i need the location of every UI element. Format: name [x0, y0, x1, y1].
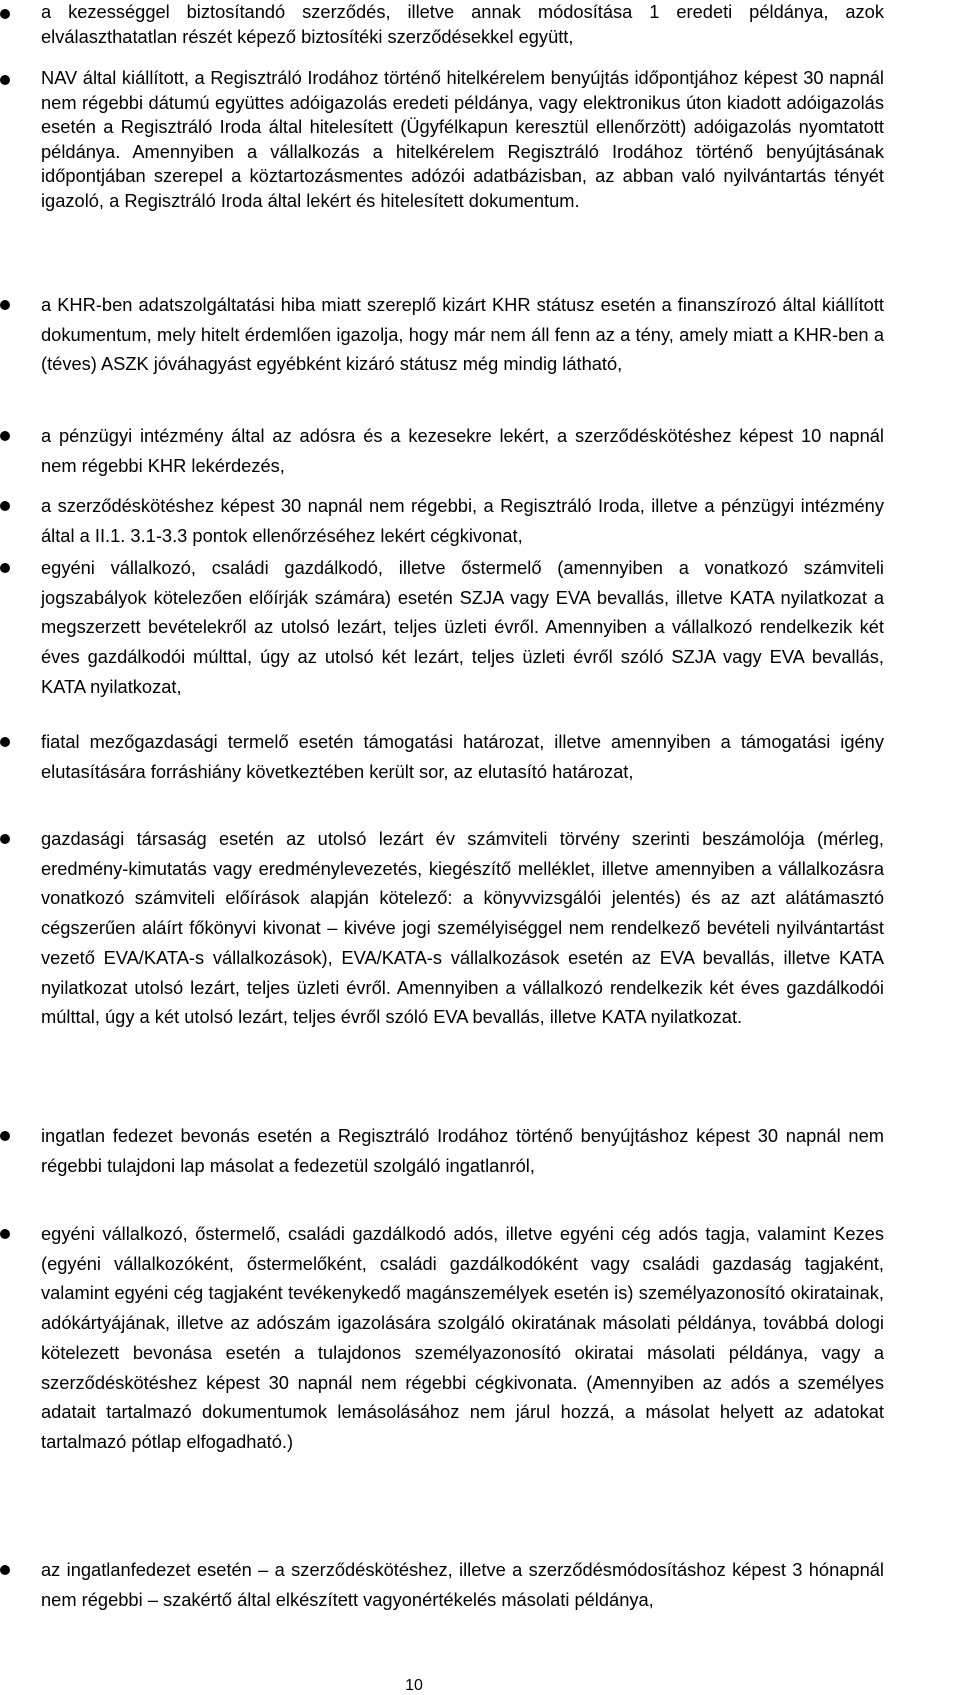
list-item-text: a pénzügyi intézmény által az adósra és a kezesekre lekért, a szerződéskötéshez képest 10 napnál nem régebbi KHR lekérdezés,: [41, 425, 884, 476]
list-item-text: NAV által kiállított, a Regisztráló Irodához történő hitelkérelem benyújtás időpontjához képest 30 napnál nem régebbi dátumú együttes adóigazolás eredeti példánya, vagy elektronikus úton kiadott adóigazolás esetén a Regisztráló Iroda által hitelesített (Ügyfélkapun keresztül ellenőrzött) adóigazolás nyomtatott példánya. Amennyiben a vállalkozás a hitelkérelem Regisztráló Irodához történő benyújtásának időpontjában szerepel a köztartozásmentes adózói adatbázisban, az abban való nyilvántartás tényét igazoló, a Regisztráló Iroda által lekért és hitelesített dokumentum.: [41, 67, 884, 211]
list-item-text: a szerződéskötéshez képest 30 napnál nem régebbi, a Regisztráló Iroda, illetve a pénzügyi intézmény által a II.1. 3.1-3.3 pontok ellenőrzéséhez lekért cégkivonat,: [41, 495, 884, 546]
page-number: 10: [405, 1677, 423, 1694]
bullet-icon: [0, 1565, 10, 1575]
list-item-text: ingatlan fedezet bevonás esetén a Regisztráló Irodához történő benyújtáshoz képest 30 napnál nem régebbi tulajdoni lap másolat a fedezetül szolgáló ingatlanról,: [41, 1125, 884, 1176]
list-item-text: egyéni vállalkozó, őstermelő, családi gazdálkodó adós, illetve egyéni cég adós tagja, valamint Kezes (egyéni vállalkozóként, őstermelőként, családi gazdálkodóként vagy családi gazdaság tagjaként, valamint egyéni cég tagjaként tevékenykedő magánszemélyek esetén is) személyazonosító okiratainak, adókártyájának, illetve az adószám igazolására szolgáló okiratának másolati példánya, továbbá dologi kötelezett bevonása esetén a tulajdonos személyazonosító okiratai másolati példánya, vagy a szerződéskötéshez képest 30 napnál nem régebbi cégkivonata. (Amennyiben az adós a személyes adatait tartalmazó dokumentumok lemásolásához nem járul hozzá, a másolat helyett az adatokat tartalmazó pótlap elfogadható.): [41, 1223, 884, 1452]
bullet-icon: [0, 300, 10, 310]
bullet-icon: [0, 834, 10, 844]
bullet-icon: [0, 737, 10, 747]
list-item-text: egyéni vállalkozó, családi gazdálkodó, illetve őstermelő (amennyiben a vonatkozó számviteli jogszabályok kötelezően előírják számára) esetén SZJA vagy EVA bevallás, illetve KATA nyilatkozat a megszerzett bevételekről az utolsó lezárt, teljes üzleti évről. Amennyiben a vállalkozó rendelkezik két éves gazdálkodói múlttal, úgy az utolsó két lezárt, teljes üzleti évről szóló SZJA vagy EVA bevallás, KATA nyilatkozat,: [41, 557, 884, 697]
bullet-icon: [0, 75, 10, 85]
list-item-text: a kezességgel biztosítandó szerződés, illetve annak módosítása 1 eredeti példánya, azok elválaszthatatlan részét képező biztosítéki szerződésekkel együtt,: [41, 1, 884, 47]
list-item-text: az ingatlanfedezet esetén – a szerződéskötéshez, illetve a szerződésmódosításhoz képest 3 hónapnál nem régebbi – szakértő által elkészített vagyonértékelés másolati példánya,: [41, 1559, 884, 1610]
bullet-icon: [0, 563, 10, 573]
list-item-text: fiatal mezőgazdasági termelő esetén támogatási határozat, illetve amennyiben a támogatási igény elutasítására forráshiány következtében került sor, az elutasító határozat,: [41, 731, 884, 782]
list-item-text: a KHR-ben adatszolgáltatási hiba miatt szereplő kizárt KHR státusz esetén a finanszírozó által kiállított dokumentum, mely hitelt érdemlően igazolja, hogy már nem áll fenn az a tény, amely miatt a KHR-ben a (téves) ASZK jóváhagyást egyébként kizáró státusz még mindig látható,: [41, 294, 884, 375]
list-item-text: gazdasági társaság esetén az utolsó lezárt év számviteli törvény szerinti beszámolója (mérleg, eredmény-kimutatás vagy eredménylevezetés, kiegészítő melléklet, illetve amennyiben a vállalkozásra vonatkozó számviteli előírások alapján kötelező: a könyvvizsgálói jelentés) és az azt alátámasztó cégszerűen aláírt főkönyvi kivonat – kivéve jogi személyiséggel nem rendelkező bevételi nyilvántartást vezető EVA/KATA-s vállalkozások), EVA/KATA-s vállalkozások esetén az EVA bevallás, illetve KATA nyilatkozat utolsó lezárt, teljes üzleti évről. Amennyiben a vállalkozó rendelkezik két éves gazdálkodói múlttal, úgy a két utolsó lezárt, teljes évről szóló EVA bevallás, illetve KATA nyilatkozat.: [41, 828, 884, 1028]
bullet-icon: [0, 1229, 10, 1239]
bullet-icon: [0, 1131, 10, 1141]
bullet-icon: [0, 9, 10, 19]
bullet-icon: [0, 501, 10, 511]
bullet-icon: [0, 431, 10, 441]
